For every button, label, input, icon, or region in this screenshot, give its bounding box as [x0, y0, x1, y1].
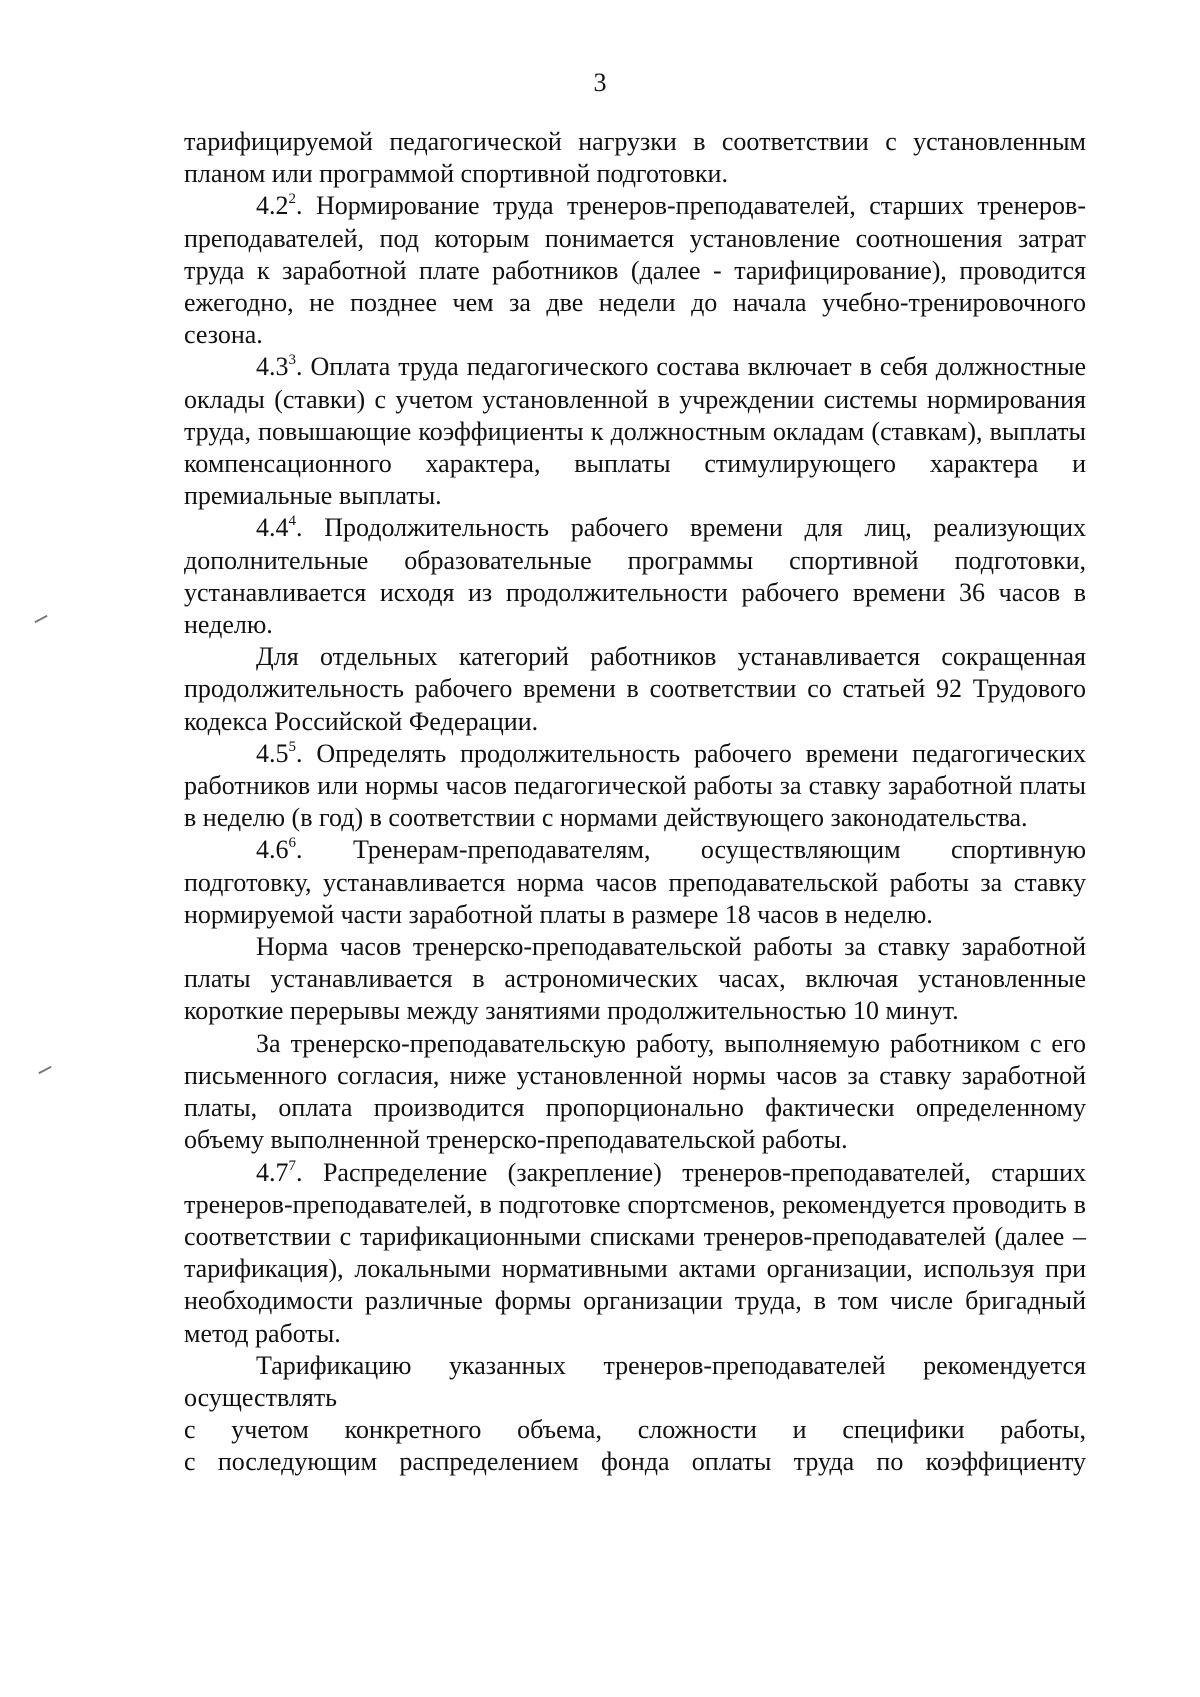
clause-number: 4.5 [256, 738, 289, 768]
paragraph-text: с учетом конкретного объема, сложности и специфики работы, [184, 1415, 1086, 1445]
footnote-marker: 4 [288, 513, 296, 530]
paragraph-text: . Распределение (закрепление) тренеров-преподавателей, старших тренеров-преподавателей, в подготовке спортсменов, рекомендуется проводить в соответствии с тарификационными списками тренеров-преподавателей (далее – тарификация), локальными нормативными актами организации, используя при необходимости различные формы организации труда, в том числе бригадный метод работы. [184, 1157, 1086, 1348]
paragraph-4-2 [184, 190, 1086, 351]
scan-mark [38, 1066, 51, 1074]
paragraph-text: . Продолжительность рабочего времени для лиц, реализующих дополнительные образовательные программы спортивной подготовки, устанавливается исходя из продолжительности рабочего времени 36 часов в неделю. [184, 513, 1086, 640]
paragraph-text: с последующим распределением фонда оплаты труда по коэффициенту [184, 1447, 1086, 1477]
paragraph-text: Для отдельных категорий работников устанавливается сокращенная продолжительность рабочего времени в соответствии со статьей 92 Трудового кодекса Российской Федерации. [184, 642, 1086, 736]
paragraph-text: тарифицируемой педагогической нагрузки в соответствии с установленным планом или программой спортивной подготовки. [184, 127, 1086, 189]
paragraph-tarification [184, 1350, 1086, 1414]
paragraph-text: . Нормирование труда тренеров-преподавателей, старших тренеров-преподавателей, под которым понимается установление соотношения затрат труда к заработной плате работников (далее - тарифицирование), проводится ежегодно, не позднее чем за две недели до начала учебно-тренировочного сезона. [184, 191, 1086, 350]
paragraph-continuation [184, 126, 1086, 190]
paragraph-4-5 [184, 738, 1086, 835]
document-body [184, 126, 1086, 1479]
paragraph-tarification-line-2 [184, 1414, 1086, 1446]
scan-mark [34, 615, 47, 623]
paragraph-below-norm-pay [184, 1028, 1086, 1157]
page-number: 3 [593, 68, 607, 97]
clause-number: 4.4 [256, 513, 289, 543]
paragraph-4-6 [184, 834, 1086, 931]
clause-number: 4.7 [256, 1157, 289, 1187]
footnote-marker: 7 [288, 1157, 296, 1174]
paragraph-reduced-hours [184, 641, 1086, 738]
paragraph-4-4 [184, 512, 1086, 641]
paragraph-text: . Тренерам-преподавателям, осуществляющим спортивную подготовку, устанавливается норма часов преподавательской работы за ставку нормируемой части заработной платы в размере 18 часов в неделю. [184, 835, 1086, 929]
clause-number: 4.6 [256, 835, 289, 865]
clause-number: 4.2 [256, 191, 289, 221]
paragraph-norm-hours [184, 931, 1086, 1028]
footnote-marker: 5 [288, 738, 296, 755]
paragraph-4-3 [184, 351, 1086, 512]
clause-number: 4.3 [256, 352, 289, 382]
paragraph-text: Тарификацию указанных тренеров-преподавателей рекомендуется осуществлять [184, 1350, 1086, 1412]
paragraph-text: . Оплата труда педагогического состава включает в себя должностные оклады (ставки) с учетом установленной в учреждении системы нормирования труда, повышающие коэффициенты к должностным окладам (ставкам), выплаты компенсационного характера, выплаты стимулирующего характера и премиальные выплаты. [184, 352, 1086, 511]
paragraph-text: . Определять продолжительность рабочего времени педагогических работников или нормы часов педагогической работы за ставку заработной платы в неделю (в год) в соответствии с нормами действующего законодательства. [184, 738, 1086, 833]
paragraph-4-7 [184, 1157, 1086, 1350]
footnote-marker: 2 [288, 191, 296, 208]
paragraph-text: Норма часов тренерско-преподавательской работы за ставку заработной платы устанавливается в астрономических часах, включая установленные короткие перерывы между занятиями продолжительностью 10 минут. [184, 932, 1086, 1026]
footnote-marker: 6 [288, 835, 296, 852]
paragraph-text: За тренерско-преподавательскую работу, выполняемую работником с его письменного согласия, ниже установленной нормы часов за ставку заработной платы, оплата производится пропорционально фактически определенному объему выполненной тренерско-преподавательской работы. [184, 1028, 1086, 1155]
footnote-marker: 3 [288, 352, 296, 369]
paragraph-tarification-line-3 [184, 1446, 1086, 1478]
